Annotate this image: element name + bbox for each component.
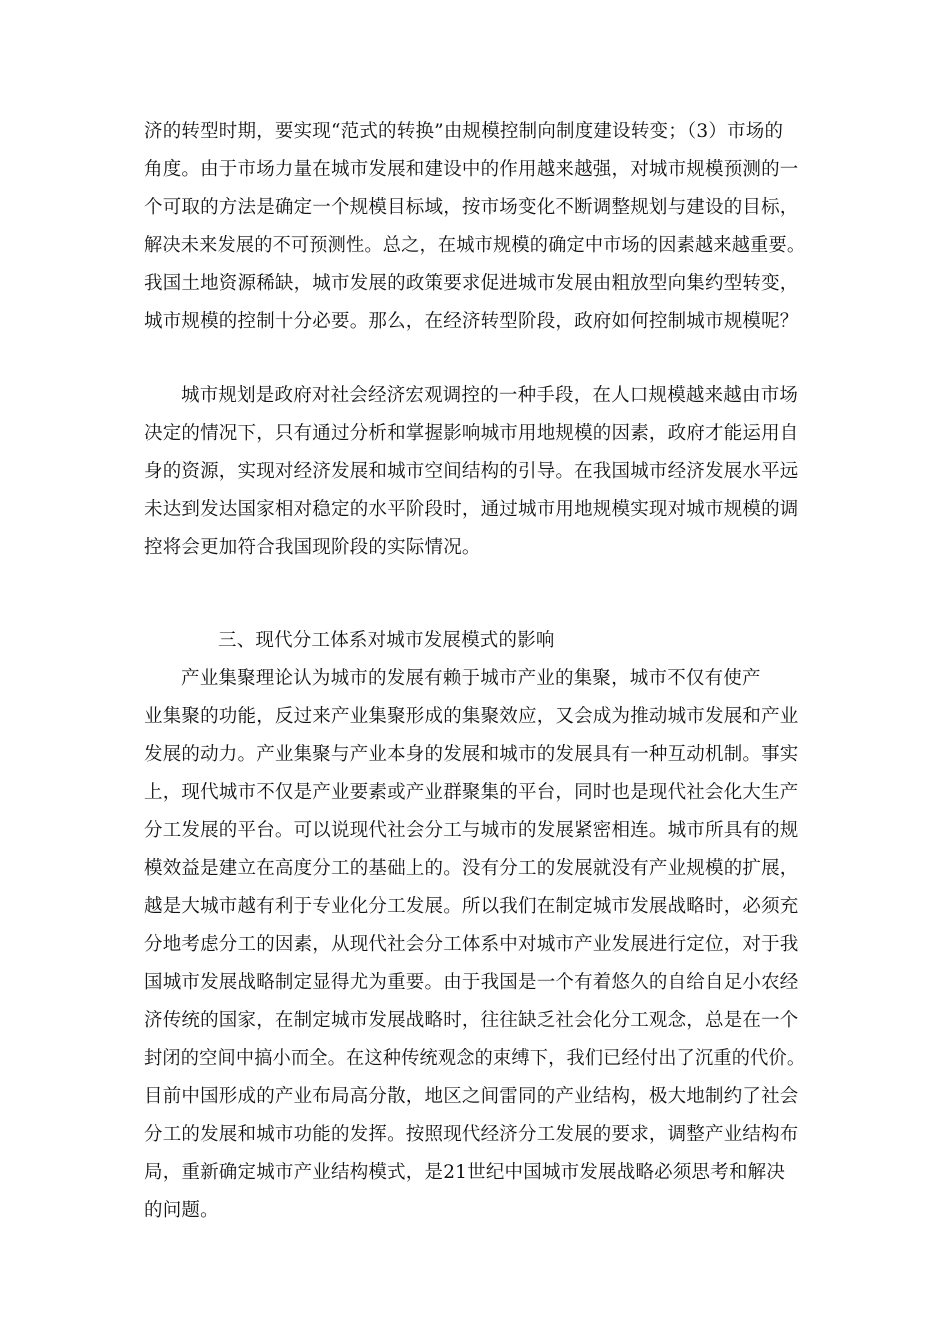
paragraph3-line-10: 济传统的国家，在制定城市发展战略时，往往缺乏社会化分工观念，总是在一个 <box>144 1010 799 1031</box>
paragraph2-line-1: 城市规划是政府对社会经济宏观调控的一种手段，在人口规模越来越由市场 <box>181 385 799 406</box>
paragraph2-line-5: 控将会更加符合我国现阶段的实际情况。 <box>144 537 481 558</box>
paragraph3-line-3: 发展的动力。产业集聚与产业本身的发展和城市的发展具有一种互动机制。事实 <box>144 744 799 765</box>
paragraph3-line-15: 的问题。 <box>144 1200 219 1221</box>
paragraph1-line-4: 解决未来发展的不可预测性。总之，在城市规模的确定中市场的因素越来越重要。 <box>144 235 806 256</box>
paragraph3-line-5: 分工发展的平台。可以说现代社会分工与城市的发展紧密相连。城市所具有的规 <box>144 820 799 841</box>
paragraph3-line-11: 封闭的空间中搞小而全。在这种传统观念的束缚下，我们已经付出了沉重的代价。 <box>144 1048 806 1069</box>
paragraph3-line-12: 目前中国形成的产业布局高分散，地区之间雷同的产业结构，极大地制约了社会 <box>144 1086 799 1107</box>
paragraph1-line-6: 城市规模的控制十分必要。那么，在经济转型阶段，政府如何控制城市规模呢？ <box>144 311 799 332</box>
paragraph3-line-1: 产业集聚理论认为城市的发展有赖于城市产业的集聚，城市不仅有使产 <box>181 668 761 689</box>
paragraph1-line-5: 我国土地资源稀缺，城市发展的政策要求促进城市发展由粗放型向集约型转变， <box>144 273 799 294</box>
paragraph1-line-2: 角度。由于市场力量在城市发展和建设中的作用越来越强，对城市规模预测的一 <box>144 159 799 180</box>
paragraph3-line-13: 分工的发展和城市功能的发挥。按照现代经济分工发展的要求，调整产业结构布 <box>144 1124 799 1145</box>
paragraph3-line-4: 上，现代城市不仅是产业要素或产业群聚集的平台，同时也是现代社会化大生产 <box>144 782 799 803</box>
section-heading: 三、现代分工体系对城市发展模式的影响 <box>218 630 555 651</box>
paragraph2-line-2: 决定的情况下，只有通过分析和掌握影响城市用地规模的因素，政府才能运用自 <box>144 423 799 444</box>
paragraph3-line-9: 国城市发展战略制定显得尤为重要。由于我国是一个有着悠久的自给自足小农经 <box>144 972 799 993</box>
paragraph3-line-14: 局，重新确定城市产业结构模式，是21世纪中国城市发展战略必须思考和解决 <box>144 1162 786 1183</box>
paragraph3-line-7: 越是大城市越有利于专业化分工发展。所以我们在制定城市发展战略时，必须充 <box>144 896 799 917</box>
paragraph3-line-8: 分地考虑分工的因素，从现代社会分工体系中对城市产业发展进行定位，对于我 <box>144 934 799 955</box>
paragraph2-line-4: 未达到发达国家相对稳定的水平阶段时，通过城市用地规模实现对城市规模的调 <box>144 499 799 520</box>
paragraph2-line-3: 身的资源，实现对经济发展和城市空间结构的引导。在我国城市经济发展水平远 <box>144 461 799 482</box>
paragraph3-line-2: 业集聚的功能，反过来产业集聚形成的集聚效应，又会成为推动城市发展和产业 <box>144 706 799 727</box>
paragraph3-line-6: 模效益是建立在高度分工的基础上的。没有分工的发展就没有产业规模的扩展， <box>144 858 799 879</box>
paragraph1-line-3: 个可取的方法是确定一个规模目标域，按市场变化不断调整规划与建设的目标， <box>144 197 799 218</box>
paragraph1-line-1: 济的转型时期，要实现“范式的转换”由规模控制向制度建设转变；（3）市场的 <box>144 121 784 142</box>
